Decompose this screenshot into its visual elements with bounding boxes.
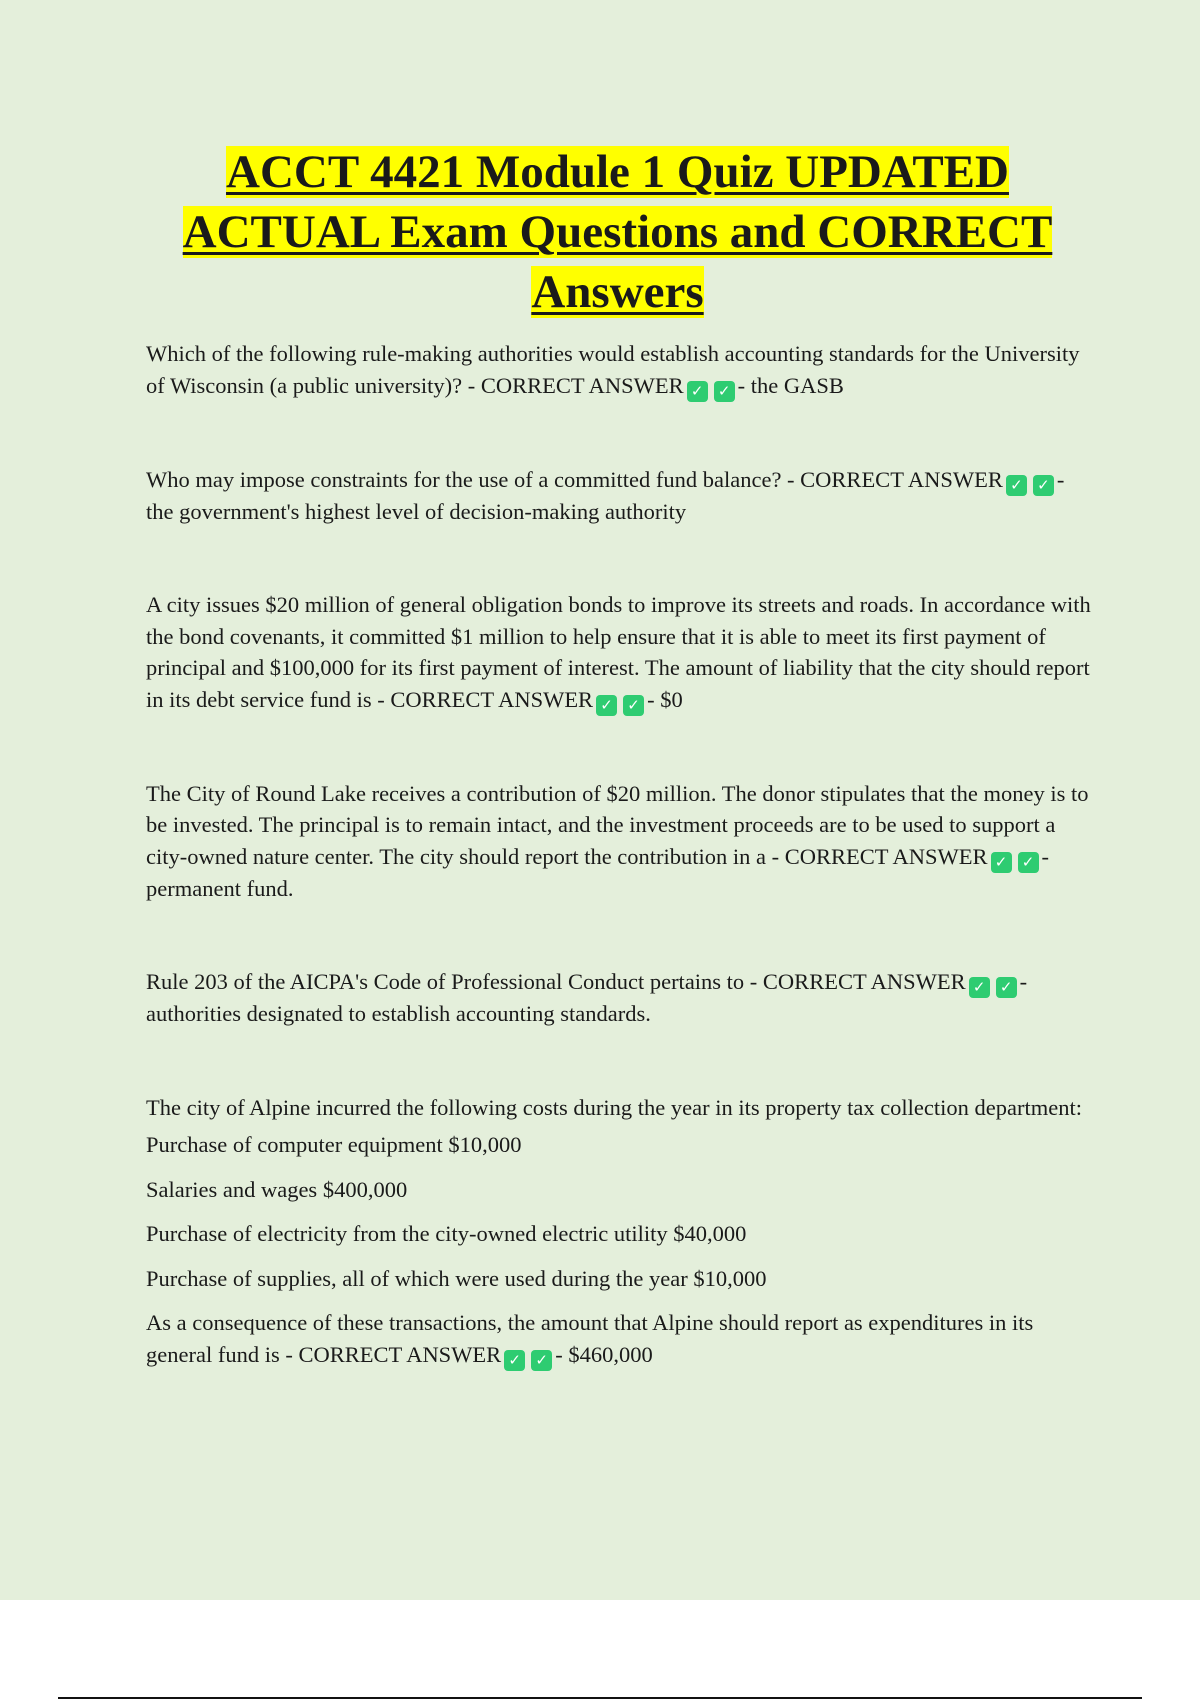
cost-line: Purchase of supplies, all of which were used during the year $10,000 [146, 1265, 767, 1291]
qa-item-5 [146, 966, 1096, 1030]
question-text: A city issues $20 million of general obligation bonds to improve its streets and roads. In accordance with the bond covenants, it committed $1 million to help ensure that it is able to meet its first payment of principal and $100,000 for its first payment of interest. The amount of liability that the city should report in its debt service fund is - CORRECT ANSWER [146, 592, 1091, 712]
qa-item-3 [146, 589, 1096, 716]
question-intro: The city of Alpine incurred the following costs during the year in its property tax collection department: [146, 1094, 1082, 1120]
checkmark-icon: ✓ [1006, 475, 1027, 496]
cost-line: Purchase of electricity from the city-owned electric utility $40,000 [146, 1221, 747, 1246]
checkmark-icon: ✓ [687, 381, 708, 402]
checkmark-icon: ✓ [969, 977, 990, 998]
qa-item-4 [146, 778, 1096, 905]
question-conclusion [146, 1307, 1096, 1371]
question-text: Which of the following rule-making authorities would establish accounting standards for the University of Wisconsin (a public university)? - CORRECT ANSWER [146, 341, 1080, 398]
title-line-3: Answers [531, 266, 704, 318]
answer-text: - $0 [647, 686, 683, 712]
checkmark-icon: ✓ [714, 381, 735, 402]
title-line-2: ACTUAL Exam Questions and CORRECT [182, 206, 1053, 258]
cost-line: Purchase of computer equipment $10,000 [146, 1132, 522, 1157]
document-title [100, 142, 1135, 322]
qa-item-6 [146, 1092, 1096, 1371]
qa-item-1 [146, 338, 1096, 402]
title-line-1: ACCT 4421 Module 1 Quiz UPDATED [226, 146, 1009, 198]
answer-text: - authorities designated to establish accounting standards. [146, 969, 1028, 1026]
answer-text: - the government's highest level of decision-making authority [146, 466, 1065, 524]
checkmark-icon: ✓ [996, 977, 1017, 998]
question-text: Rule 203 of the AICPA's Code of Professional Conduct pertains to - CORRECT ANSWER [146, 969, 966, 994]
cost-line: Salaries and wages $400,000 [146, 1176, 408, 1202]
footer-divider [58, 1697, 1142, 1699]
checkmark-icon: ✓ [991, 852, 1012, 873]
question-text: Who may impose constraints for the use of a committed fund balance? - CORRECT ANSWER [146, 466, 1003, 492]
question-text: The City of Round Lake receives a contribution of $20 million. The donor stipulates that the money is to be invested. The principal is to remain intact, and the investment proceeds are to be used to support a city-owned nature center. The city should report the contribution in a - CORRECT ANSWER [146, 780, 1089, 869]
checkmark-icon: ✓ [1018, 852, 1039, 873]
question-text: As a consequence of these transactions, the amount that Alpine should report as expenditures in its general fund is - CORRECT ANSWER [146, 1310, 1034, 1367]
checkmark-icon: ✓ [1033, 475, 1054, 496]
checkmark-icon: ✓ [623, 695, 644, 716]
checkmark-icon: ✓ [596, 695, 617, 716]
answer-text: - the GASB [737, 372, 844, 398]
answer-text: - $460,000 [555, 1341, 653, 1367]
answer-text: - permanent fund. [146, 843, 1050, 901]
document-body [146, 338, 1096, 1433]
checkmark-icon: ✓ [531, 1350, 552, 1371]
qa-item-2 [146, 464, 1096, 528]
checkmark-icon: ✓ [504, 1350, 525, 1371]
